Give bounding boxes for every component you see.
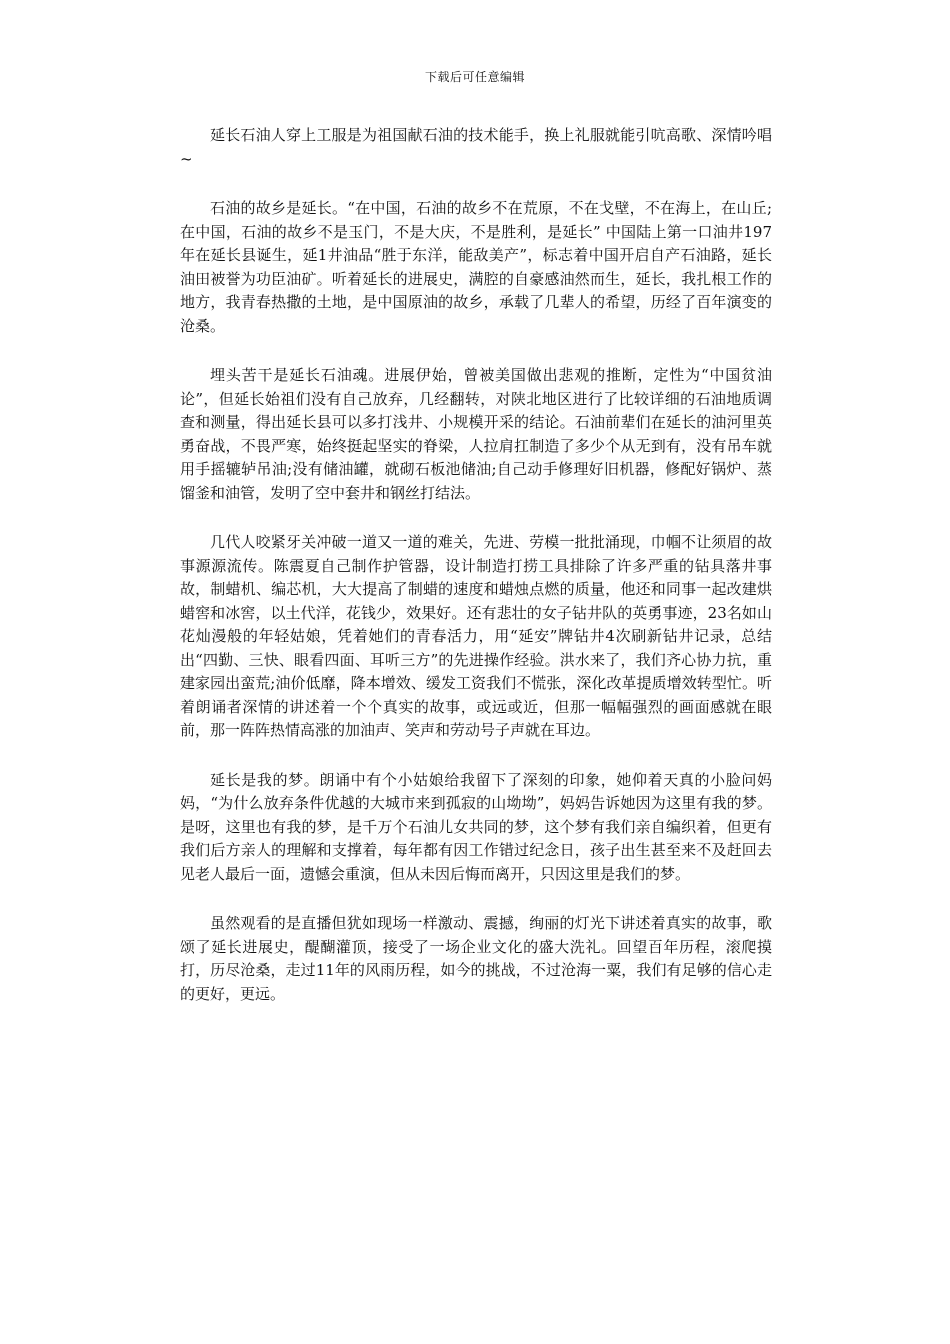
- paragraph-intro: 延长石油人穿上工服是为祖国献石油的技术能手，换上礼服就能引吭高歌、深情吟唱~: [180, 126, 772, 168]
- header-note: 下载后可任意编辑: [424, 70, 525, 84]
- paragraph-dream: 延长是我的梦。朗诵中有个小姑娘给我留下了深刻的印象，她仰着天真的小脸问妈妈，“为什么放弃条件优越的大城市来到孤寂的山坳坳”，妈妈告诉她因为这里有我的梦。是呀，这里也有我的梦，是千万个石油儿女共同的梦，这个梦有我们亲自编织着，但更有我们后方亲人的理解和支撑着，每年都有因工作错过纪念日，孩子出生甚至来不及赶回去见老人最后一面，遗憾会重演，但从未因后悔而离开，只因这里是我们的梦。: [180, 770, 772, 883]
- paragraph-hard-work: 埋头苦干是延长石油魂。进展伊始，曾被美国做出悲观的推断，定性为“中国贫油论”，但延长始祖们没有自己放弃，几经翻转，对陕北地区进行了比较详细的石油地质调查和测量，得出延长县可以多打浅井、小规模开采的结论。石油前辈们在延长的油河里英勇奋战，不畏严寒，始终挺起坚实的脊梁，人拉肩扛制造了多少个从无到有，没有吊车就用手摇辘轳吊油;没有储油罐，就砌石板池储油;自己动手修理好旧机器，修配好锅炉、蒸馏釜和油管，发明了空中套井和钢丝打结法。: [180, 366, 772, 502]
- document-body: [180, 124, 772, 1032]
- paragraph-generations: 几代人咬紧牙关冲破一道又一道的难关，先进、劳模一批批涌现，巾帼不让须眉的故事源源流传。陈震夏自己制作护管器，设计制造打捞工具排除了许多严重的钻具落井事故，制蜡机、编芯机，大大提高了制蜡的速度和蜡烛点燃的质量，他还和同事一起改建烘蜡窖和冰窖，以土代洋，花钱少，效果好。还有悲壮的女子钻井队的英勇事迹，23名如山花灿漫般的年轻姑娘，凭着她们的青春活力，用“延安”牌钻井4次刷新钻井记录，总结出“四勤、三快、眼看四面、耳听三方”的先进操作经验。洪水来了，我们齐心协力抗，重建家园出蛮荒;油价低靡，降本增效、缓发工资我们不慌张，深化改革提质增效转型忙。听着朗诵者深情的讲述着一个个真实的故事，或远或近，但那一幅幅强烈的画面感就在眼前，那一阵阵热情高涨的加油声、笑声和劳动号子声就在耳边。: [180, 533, 772, 739]
- paragraph-conclusion: 虽然观看的是直播但犹如现场一样激动、震撼，绚丽的灯光下讲述着真实的故事，歌颂了延长进展史，醍醐灌顶，接受了一场企业文化的盛大洗礼。回望百年历程，滚爬摸打，历尽沧桑，走过11年的风雨历程，如今的挑战，不过沧海一粟，我们有足够的信心走的更好，更远。: [180, 914, 772, 1003]
- paragraph-hometown: 石油的故乡是延长。“在中国，石油的故乡不在荒原，不在戈壁，不在海上，在山丘;在中国，石油的故乡不是玉门，不是大庆，不是胜利，是延长” 中国陆上第一口油井197年在延长县诞生，延1井油品“胜于东洋，能敌美产”，标志着中国开启自产石油路，延长油田被誉为功臣油矿。听着延长的进展史，满腔的自豪感油然而生，延长，我扎根工作的地方，我青春热撒的土地，是中国原油的故乡，承载了几辈人的希望，历经了百年演变的沧桑。: [180, 199, 772, 335]
